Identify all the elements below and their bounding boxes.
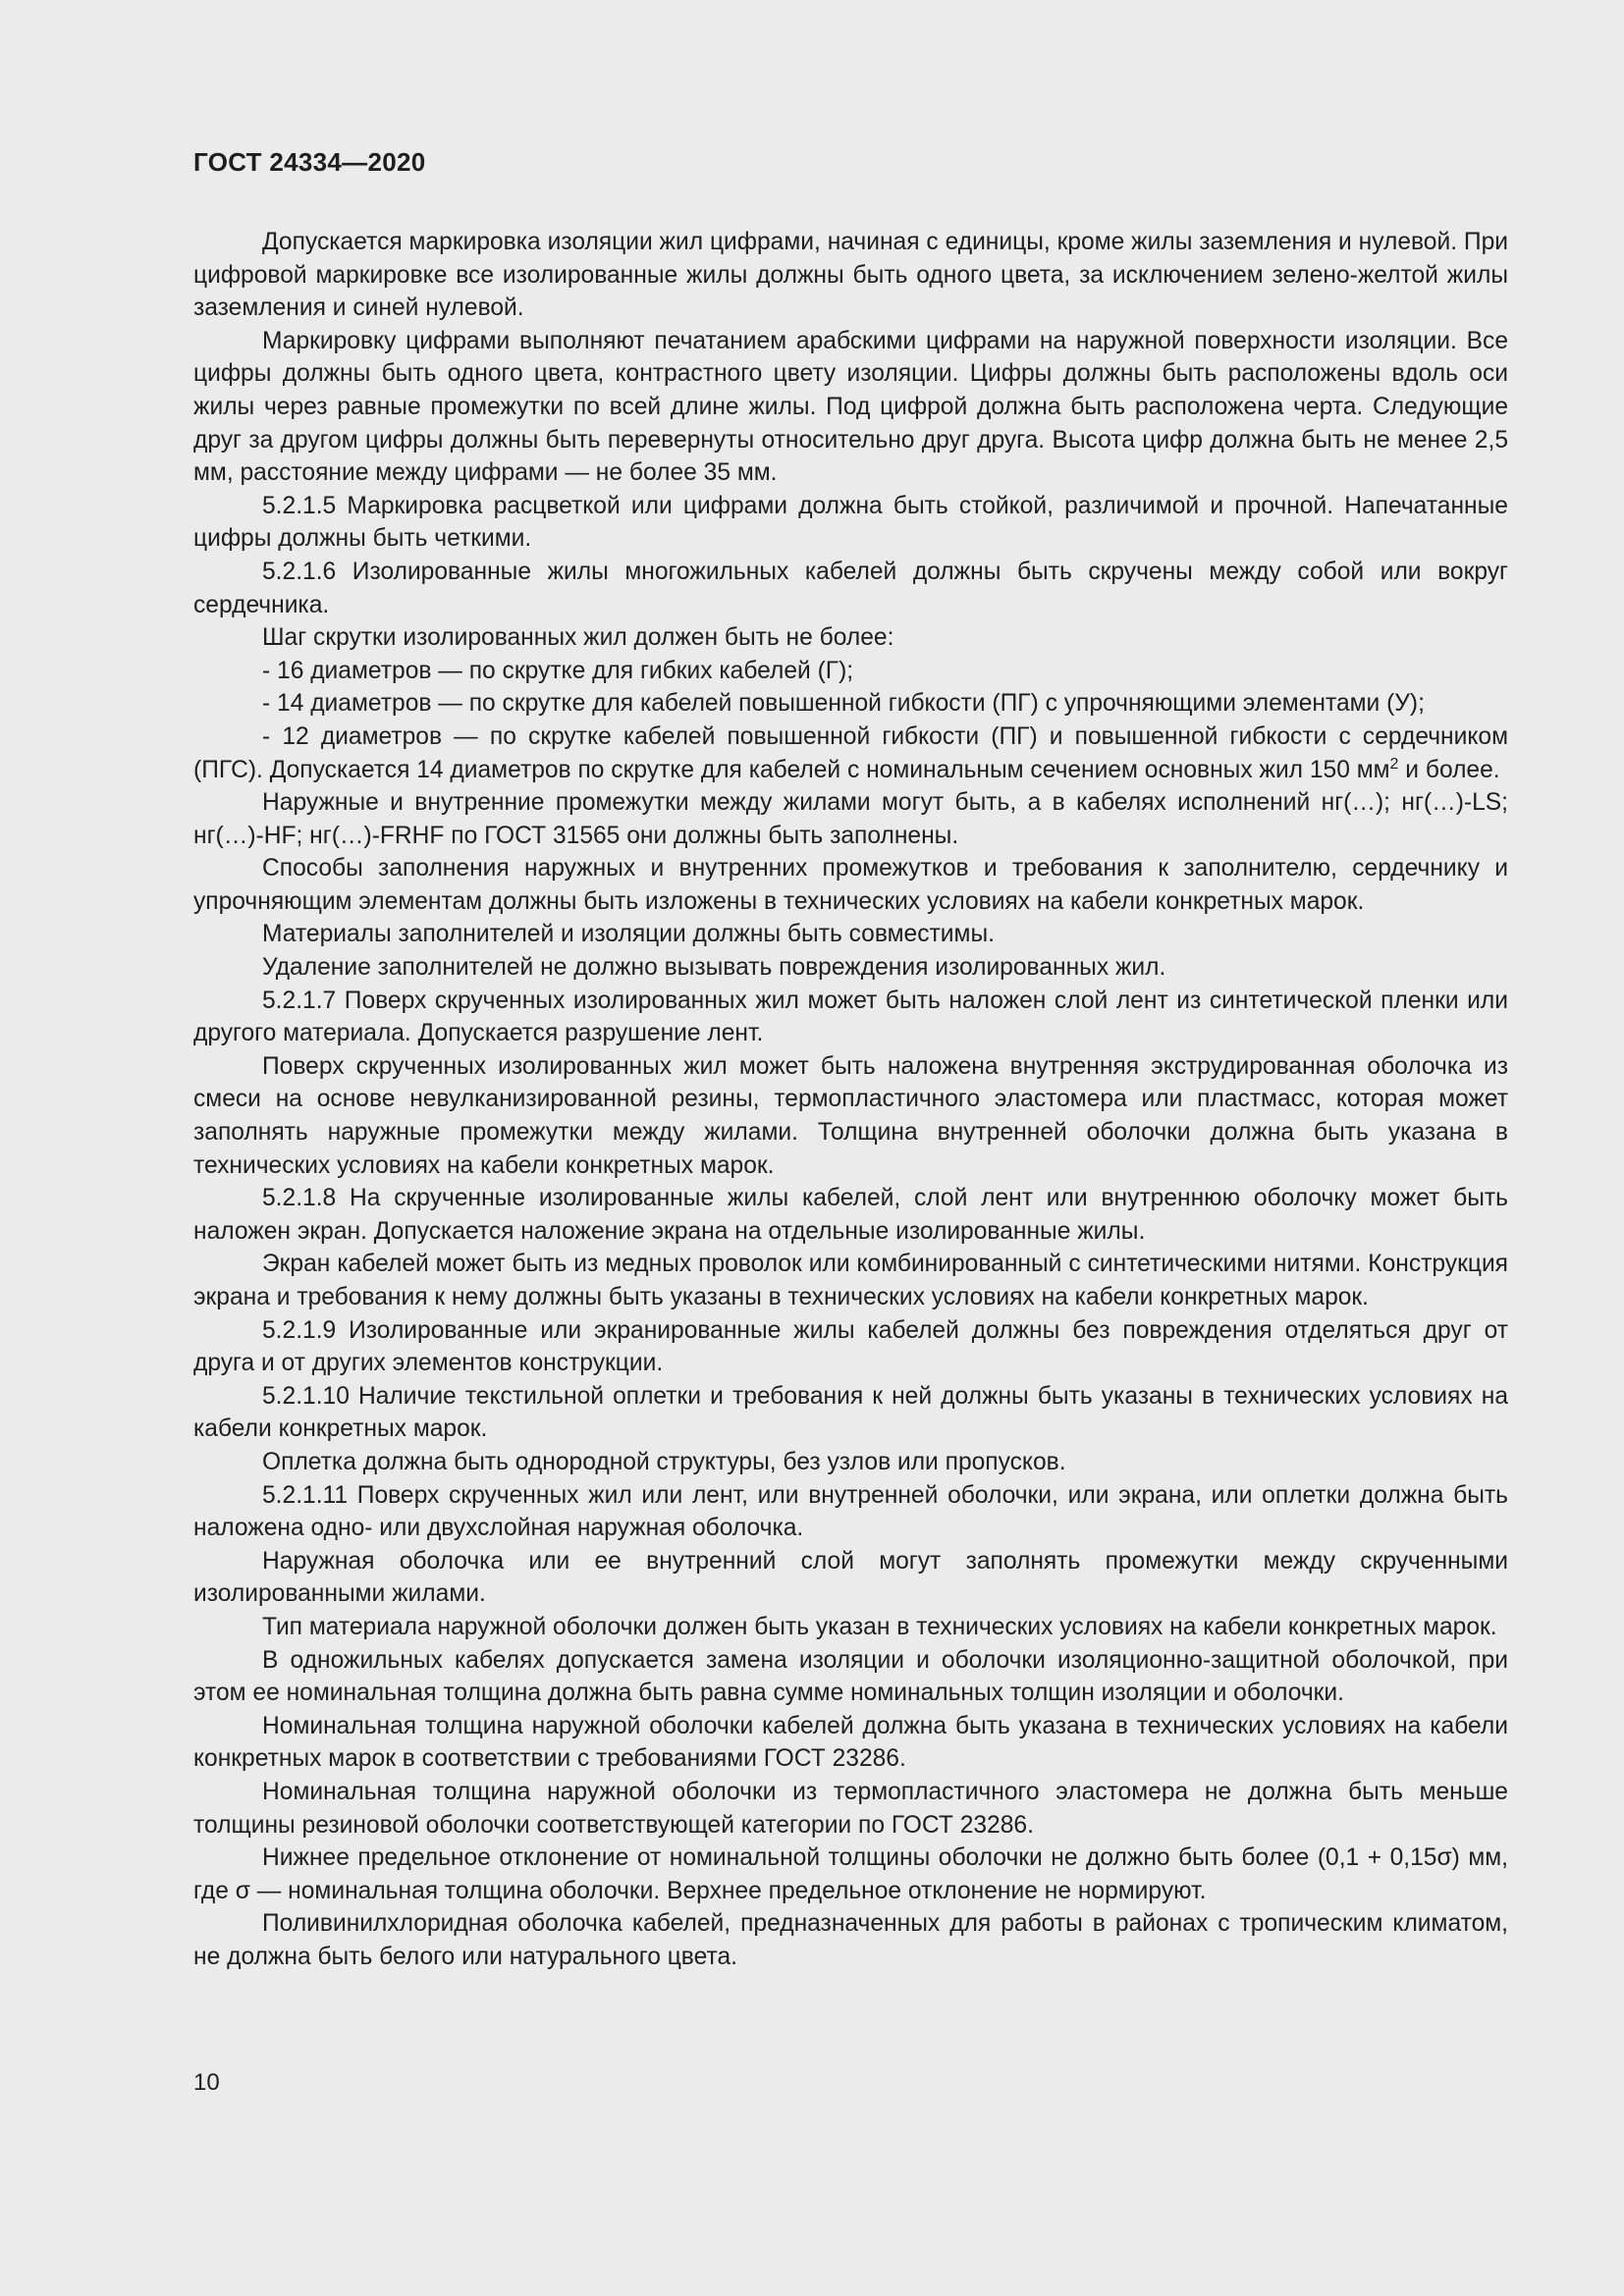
paragraph: В одножильных кабелях допускается замена изоляции и оболочки изоляционно-защитной оболочкой, при этом ее номинальная толщина должна быть равна сумме номинальных толщин изоляции и оболочки. [193, 1646, 1508, 1707]
paragraph: Наружная оболочка или ее внутренний слой могут заполнять промежутки между скрученными изолированными жилами. [193, 1547, 1508, 1608]
paragraph: 5.2.1.11 Поверх скрученных жил или лент, или внутренней оболочки, или экрана, или оплетки должна быть наложена одно- или двухслойная наружная оболочка. [193, 1481, 1508, 1542]
paragraph: Наружные и внутренние промежутки между жилами могут быть, а в кабелях исполнений нг(…); нг(…)-LS; нг(…)-HF; нг(…)-FRHF по ГОСТ 31565 они должны быть заполнены. [193, 789, 1508, 849]
paragraph: 5.2.1.7 Поверх скрученных изолированных жил может быть наложен слой лент из синтетической пленки или другого материала. Допускается разрушение лент. [193, 987, 1508, 1047]
paragraph: Тип материала наружной оболочки должен быть указан в технических условиях на кабели конкретных марок. [262, 1613, 1497, 1640]
list-item: - 16 диаметров — по скрутке для гибких кабелей (Г); [262, 657, 854, 684]
paragraph: Оплетка должна быть однородной структуры, без узлов или пропусков. [262, 1448, 1066, 1475]
paragraph: Маркировку цифрами выполняют печатанием арабскими цифрами на наружной поверхности изоляции. Все цифры должны быть одного цвета, контрастного цвету изоляции. Цифры должны быть расположены вдоль оси жилы через равные промежутки по всей длине жилы. Под цифрой должна быть расположена черта. Следующие друг за другом цифры должны быть перевернуты относительно друг друга. Высота цифр должна быть не менее 2,5 мм, расстояние между цифрами — не более 35 мм. [193, 327, 1508, 487]
page-number: 10 [193, 2069, 220, 2096]
paragraph: Поливинилхлоридная оболочка кабелей, предназначенных для работы в районах с тропическим климатом, не должна быть белого или натурального цвета. [193, 1910, 1508, 1970]
paragraph: Экран кабелей может быть из медных проволок или комбинированный с синтетическими нитями. Конструкция экрана и требования к нему должны быть указаны в технических условиях на кабели конкретных марок. [193, 1251, 1508, 1310]
paragraph: Удаление заполнителей не должно вызывать повреждения изолированных жил. [262, 954, 1166, 982]
document-body [193, 226, 1508, 1973]
superscript: 2 [1389, 755, 1399, 773]
document-header: ГОСТ 24334—2020 [193, 147, 426, 177]
paragraph: 5.2.1.5 Маркировка расцветкой или цифрами должна быть стойкой, различимой и прочной. Напечатанные цифры должны быть четкими. [193, 492, 1508, 553]
paragraph: 5.2.1.9 Изолированные или экранированные жилы кабелей должны без повреждения отделяться друг от друга и от других элементов конструкции. [193, 1316, 1508, 1377]
paragraph: 5.2.1.8 На скрученные изолированные жилы кабелей, слой лент или внутреннюю оболочку может быть наложен экран. Допускается наложение экрана на отдельные изолированные жилы. [193, 1185, 1508, 1245]
paragraph: Способы заполнения наружных и внутренних промежутков и требования к заполнителю, сердечнику и упрочняющим элементам должны быть изложены в технических условиях на кабели конкретных марок. [193, 855, 1508, 915]
paragraph: Поверх скрученных изолированных жил может быть наложена внутренняя экструдированная оболочка из смеси на основе невулканизированной резины, термопластичного эластомера или пластмасс, которая может заполнять наружные промежутки между жилами. Толщина внутренней оболочки должна быть указана в технических условиях на кабели конкретных марок. [193, 1052, 1508, 1179]
list-item-tail: и более. [1398, 756, 1500, 783]
paragraph: Материалы заполнителей и изоляции должны быть совместимы. [262, 921, 995, 948]
paragraph: Номинальная толщина наружной оболочки кабелей должна быть указана в технических условиях на кабели конкретных марок в соответствии с требованиями ГОСТ 23286. [193, 1712, 1508, 1773]
paragraph: Допускается маркировка изоляции жил цифрами, начиная с единицы, кроме жилы заземления и нулевой. При цифровой маркировке все изолированные жилы должны быть одного цвета, за исключением зелено-желтой жилы заземления и синей нулевой. [193, 229, 1508, 322]
list-item-text: - 12 диаметров — по скрутке кабелей повышенной гибкости (ПГ) и повышенной гибкости с сердечником (ПГС). Допускается 14 диаметров по скрутке для кабелей с номинальным сечением основных жил 150 мм [193, 722, 1508, 783]
list-item: - 14 диаметров — по скрутке для кабелей повышенной гибкости (ПГ) с упрочняющими элементами (У); [262, 690, 1425, 718]
list-item [193, 721, 1508, 786]
paragraph: 5.2.1.6 Изолированные жилы многожильных кабелей должны быть скручены между собой или вокруг сердечника. [193, 558, 1508, 618]
paragraph: Номинальная толщина наружной оболочки из термопластичного эластомера не должна быть меньше толщины резиновой оболочки соответствующей категории по ГОСТ 23286. [193, 1778, 1508, 1839]
paragraph: Шаг скрутки изолированных жил должен быть не более: [262, 624, 894, 652]
paragraph: Нижнее предельное отклонение от номинальной толщины оболочки не должно быть более (0,1 + 0,15σ) мм, где σ — номинальная толщина оболочки. Верхнее предельное отклонение не нормируют. [193, 1844, 1508, 1904]
paragraph: 5.2.1.10 Наличие текстильной оплетки и требования к ней должны быть указаны в технических условиях на кабели конкретных марок. [193, 1382, 1508, 1443]
